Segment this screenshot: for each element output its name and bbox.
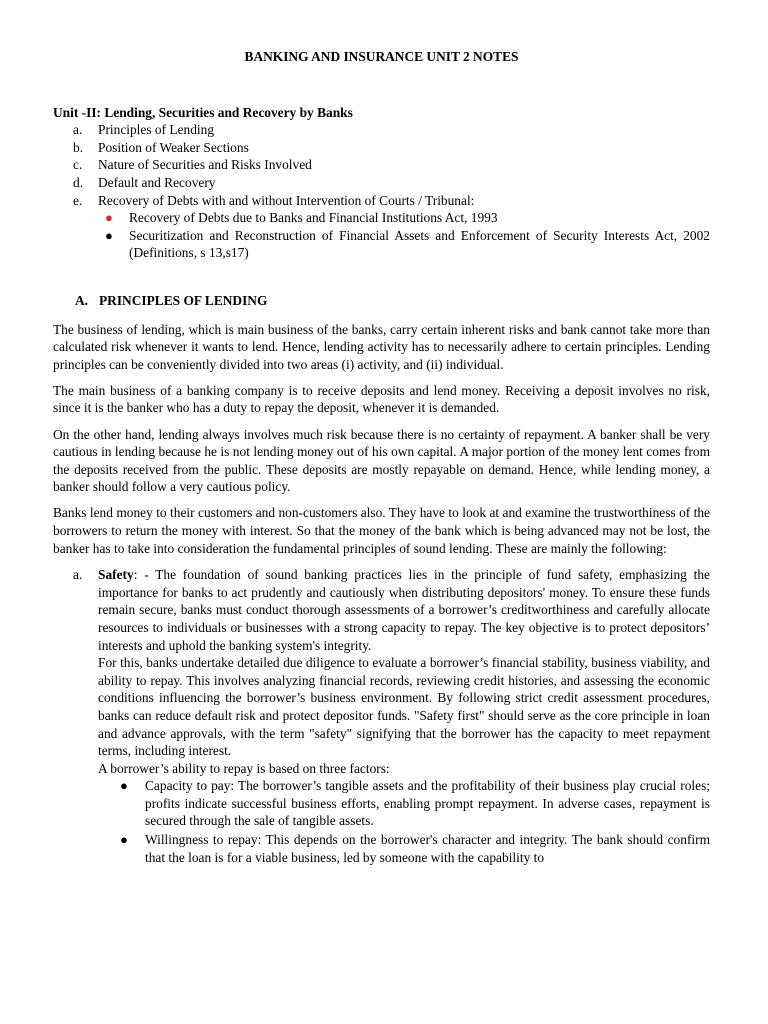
document-title: BANKING AND INSURANCE UNIT 2 NOTES bbox=[244, 49, 519, 64]
topic-list bbox=[53, 121, 710, 262]
section-title: PRINCIPLES OF LENDING bbox=[99, 292, 268, 308]
subtopic-list bbox=[98, 209, 710, 262]
principle-safety bbox=[73, 566, 710, 866]
bullet-icon: ● bbox=[120, 832, 128, 848]
factor-text: Willingness to repay: This depends on the borrower's character and integrity. The bank should confirm that the loan is for a viable business, led by someone with the capability to bbox=[145, 832, 710, 865]
factor-item bbox=[120, 831, 710, 866]
subtopic-item bbox=[105, 227, 710, 262]
safety-label: Safety bbox=[98, 567, 134, 583]
topic-marker: e. bbox=[73, 192, 83, 208]
safety-intro-text: : - The foundation of sound banking practices lies in the principle of fund safety, emphasizing the importance for banks to act prudently and cautiously when distributing depositors' money. To ensure these funds remain secure, banks must conduct thorough assessments of a borrower’s creditworthiness and carefully allocate resources to individuals or businesses with a strong capacity to repay. The key objective is to protect depositors’ interests and uphold the banking system's integrity. bbox=[98, 567, 710, 653]
document-page bbox=[53, 48, 710, 867]
paragraph: Banks lend money to their customers and non-customers also. They have to look at and examine the trustworthiness of the borrowers to return the money with interest. So that the money of the bank which is being advanced may not be lost, the banker has to take into consideration the fundamental principles of sound lending. These are mainly the following: bbox=[53, 505, 710, 556]
section-letter: A. bbox=[75, 292, 89, 308]
factors-intro: A borrower’s ability to repay is based on three factors: bbox=[98, 760, 390, 776]
subtopic-text: Recovery of Debts due to Banks and Financial Institutions Act, 1993 bbox=[129, 210, 498, 226]
topic-text: Recovery of Debts with and without Intervention of Courts / Tribunal: bbox=[98, 192, 475, 208]
topic-text: Position of Weaker Sections bbox=[98, 139, 249, 155]
topic-marker: c. bbox=[73, 157, 83, 173]
factor-item bbox=[120, 777, 710, 830]
factor-list bbox=[98, 777, 710, 866]
topic-text: Nature of Securities and Risks Involved bbox=[98, 157, 312, 173]
bullet-icon: ● bbox=[105, 210, 113, 226]
unit-heading: Unit -II: Lending, Securities and Recovery by Banks bbox=[53, 104, 353, 120]
subtopic-text: Securitization and Reconstruction of Financial Assets and Enforcement of Security Interests Act, 2002 (Definitions, s 13,s17) bbox=[129, 227, 710, 261]
topic-text: Default and Recovery bbox=[98, 174, 216, 190]
safety-intro bbox=[98, 566, 710, 654]
paragraph: On the other hand, lending always involves much risk because there is no certainty of repayment. A banker shall be very cautious in lending because he is not lending money out of his own capital. A major portion of the money lent comes from the deposits received from the public. These deposits are mostly repayable on demand. Hence, while lending money, a banker should follow a very cautious policy. bbox=[53, 426, 710, 495]
topic-item bbox=[73, 174, 710, 192]
subtopic-item bbox=[105, 209, 710, 227]
section-heading bbox=[75, 292, 710, 310]
bullet-icon: ● bbox=[105, 227, 113, 243]
bullet-icon: ● bbox=[120, 778, 128, 794]
topic-item bbox=[73, 139, 710, 157]
principle-marker: a. bbox=[73, 567, 83, 583]
topic-item bbox=[73, 156, 710, 174]
safety-detail: For this, banks undertake detailed due diligence to evaluate a borrower’s financial stability, business viability, and ability to repay. This involves analyzing financial records, reviewing credit histories, and assessing the economic conditions influencing the borrower’s business environment. By following strict credit assessment procedures, banks can reduce default risk and protect depositor funds. "Safety first" should serve as the core principle in loan and advance approvals, with the term "safety" signifying that the borrower has the capacity to meet repayment terms, including interest. bbox=[98, 655, 710, 759]
factor-text: Capacity to pay: The borrower’s tangible assets and the profitability of their business play crucial roles; profits indicate successful business efforts, enabling prompt repayment. In adverse cases, repayment is secured through the sale of tangible assets. bbox=[145, 778, 710, 829]
topic-item bbox=[73, 121, 710, 139]
topic-marker: a. bbox=[73, 122, 83, 138]
topic-text: Principles of Lending bbox=[98, 122, 215, 138]
topic-marker: d. bbox=[73, 174, 84, 190]
topic-marker: b. bbox=[73, 139, 84, 155]
paragraph: The business of lending, which is main business of the banks, carry certain inherent risks and bank cannot take more than calculated risk whenever it wants to lend. Hence, lending activity has to necessarily adhere to certain principles. Lending principles can be conveniently divided into two areas (i) activity, and (ii) individual. bbox=[53, 321, 710, 372]
paragraph: The main business of a banking company is to receive deposits and lend money. Receiving a deposit involves no risk, since it is the banker who has a duty to repay the deposit, whenever it is demanded. bbox=[53, 382, 710, 416]
topic-item bbox=[73, 192, 710, 262]
